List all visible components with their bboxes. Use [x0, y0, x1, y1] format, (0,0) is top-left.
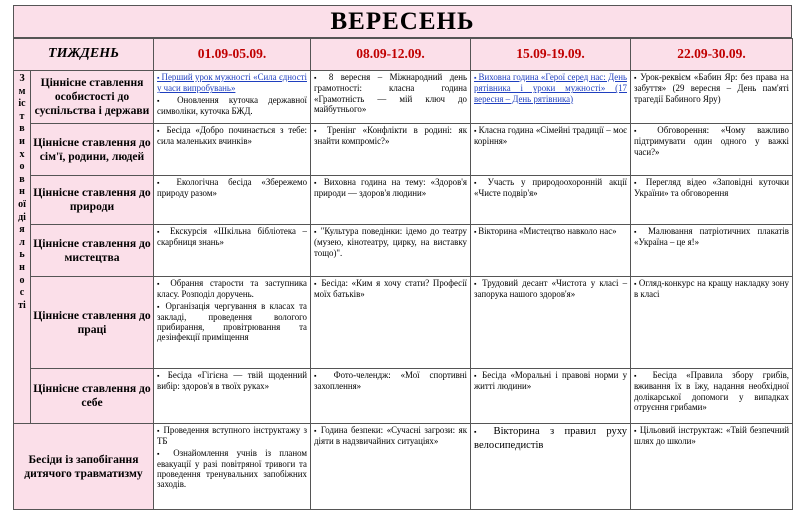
category-society: Ціннісне ставлення особистості до суспільства і держави: [31, 71, 154, 124]
cell-self-w3: [471, 369, 631, 424]
activity-item: ▪ Екологічна бесіда «Збережемо природу разом»: [157, 177, 307, 199]
activity-item: ▪ Екскурсія «Шкільна бібліотека – скарбниця знань»: [157, 226, 307, 248]
activity-item: ▪ Вікторина «Мистецтво навколо нас»: [474, 226, 627, 237]
plan-table: [13, 38, 793, 510]
category-art: Ціннісне ставлення до мистецтва: [31, 225, 154, 277]
row-work: [14, 277, 793, 369]
activity-item: ▪ Бесіда «Добро починається з тебе: сила маленьких вчинків»: [157, 125, 307, 147]
activity-item: ▪ Бесіда «Моральні і правові норми у житті людини»: [474, 370, 627, 392]
row-society: [14, 71, 793, 124]
cell-society-w2: [311, 71, 471, 124]
link-item[interactable]: ▪ Виховна година «Герої серед нас: День рятівника і уроки мужності» (17 вересня – День рятівника): [474, 72, 627, 104]
activity-item: ▪ Малювання патріотичних плакатів «Україна – це я!»: [634, 226, 789, 248]
week-2-date: 08.09-12.09.: [356, 45, 425, 61]
cell-nature-w3: [471, 176, 631, 225]
week-4-header: [631, 39, 793, 71]
activity-item: ▪ Бесіда «Правила збору грибів, вживання їх в їжу, надання необхідної долікарської допомоги у випадках отруєння грибами»: [634, 370, 789, 412]
cell-nature-w4: [631, 176, 793, 225]
activity-item: ▪ Бесіда: «Ким я хочу стати? Професії моїх батьків»: [314, 278, 467, 300]
week-4-date: 22.09-30.09.: [677, 45, 746, 61]
activity-item: ▪ Година безпеки: «Сучасні загрози: як діяти в надзвичайних ситуаціях»: [314, 425, 467, 447]
cell-work-w3: [471, 277, 631, 369]
activity-item: ▪ Фото-челендж: «Мої спортивні захоплення»: [314, 370, 467, 392]
week-3-date: 15.09-19.09.: [516, 45, 585, 61]
activity-item: ▪ Перегляд відео «Заповідні куточки України» та обговорення: [634, 177, 789, 199]
cell-society-w1: [154, 71, 311, 124]
week-1-date: 01.09-05.09.: [197, 45, 267, 61]
cell-art-w1: [154, 225, 311, 277]
cell-injury-w1: [154, 424, 311, 510]
row-family: [14, 124, 793, 176]
activity-item: ▪ Огляд-конкурс на кращу накладку зону в класі: [634, 278, 789, 300]
row-art: [14, 225, 793, 277]
cell-work-w2: [311, 277, 471, 369]
activity-item: ▪ Класна година «Сімейні традиції – моє коріння»: [474, 125, 627, 147]
cell-self-w1: [154, 369, 311, 424]
activity-item: ▪ Обговорення: «Чому важливо підтримувати один одного у важкі часи?»: [634, 125, 789, 157]
cell-injury-w4: [631, 424, 793, 510]
cell-self-w4: [631, 369, 793, 424]
month-title-bar: [13, 5, 792, 38]
cell-society-w4: [631, 71, 793, 124]
week-2-header: [311, 39, 471, 71]
cell-art-w3: [471, 225, 631, 277]
row-injury-prevention: [14, 424, 793, 510]
activity-item: ▪ Проведення вступного інструктажу з ТБ: [157, 425, 307, 447]
plan-sheet: [13, 5, 792, 510]
week-label: ТИЖДЕНЬ: [48, 46, 119, 62]
cell-nature-w2: [311, 176, 471, 225]
cell-art-w2: [311, 225, 471, 277]
week-3-header: [471, 39, 631, 71]
activity-item: ▪ Бесіда «Гігієна — твій щоденний вибір: здоров'я в твоїх руках»: [157, 370, 307, 392]
activity-item: ▪ 8 вересня – Міжнародний день грамотності: класна година «Грамотність — мій ключ до майбутнього»: [314, 72, 467, 114]
activity-item: ▪ Оновлення куточка державної символіки, куточка БЖД.: [157, 95, 307, 117]
activity-item: ▪ Тренінг «Конфлікти в родині: як знайти компроміс?»: [314, 125, 467, 147]
activity-item: ▪ "Культура поведінки: ідемо до театру (музею, кінотеатру, цирку, на виставку тощо)".: [314, 226, 467, 258]
header-row: [14, 39, 793, 71]
cell-injury-w3: [471, 424, 631, 510]
cell-family-w2: [311, 124, 471, 176]
cell-self-w2: [311, 369, 471, 424]
category-nature: Ціннісне ставлення до природи: [31, 176, 154, 225]
row-self: [14, 369, 793, 424]
category-work: Ціннісне ставлення до праці: [31, 277, 154, 369]
activity-item: ▪ Обрання старости та заступника класу. Розподіл доручень.: [157, 278, 307, 300]
cell-family-w1: [154, 124, 311, 176]
cell-society-w3: [471, 71, 631, 124]
cell-family-w3: [471, 124, 631, 176]
activity-item: ▪ Організація чергування в класах та закладі, проведення вологого прибирання, провітрювання та дезінфекції приміщення: [157, 301, 307, 343]
cell-work-w1: [154, 277, 311, 369]
activity-item: ▪ Урок-реквієм «Бабин Яр: без права на забуття» (29 вересня – День пам'яті трагедії Бабиного Яру): [634, 72, 789, 104]
week-header-cell: [14, 39, 154, 71]
cell-family-w4: [631, 124, 793, 176]
link-item[interactable]: ▪ Перший урок мужності «Сила єдності у часи випробувань»: [157, 72, 307, 94]
activity-item: ▪ Цільовий інструктаж: «Твій безпечний шлях до школи»: [634, 425, 789, 447]
month-title: ВЕРЕСЕНЬ: [330, 7, 475, 35]
category-family: Ціннісне ставлення до сім'ї, родини, людей: [31, 124, 154, 176]
cell-art-w4: [631, 225, 793, 277]
cell-work-w4: [631, 277, 793, 369]
category-self: Ціннісне ставлення до себе: [31, 369, 154, 424]
cell-injury-w2: [311, 424, 471, 510]
category-injury-prevention: Бесіди із запобігання дитячого травматизму: [14, 424, 154, 510]
week-1-header: [154, 39, 311, 71]
activity-item: ▪ Трудовий десант «Чистота у класі – запорука нашого здоров'я»: [474, 278, 627, 300]
side-label: Зміст виховної діяльності: [18, 73, 26, 311]
activity-item: ▪ Участь у природоохоронній акції «Чисте подвір'я»: [474, 177, 627, 199]
activity-item: ▪ Ознайомлення учнів із планом евакуації у разі повітряної тривоги та проведення тренувальних запобіжних заходів.: [157, 448, 307, 490]
row-nature: [14, 176, 793, 225]
side-label-cell: [14, 71, 31, 424]
activity-item: ▪ Виховна година на тему: «Здоров'я природи — здоров'я людини»: [314, 177, 467, 199]
cell-nature-w1: [154, 176, 311, 225]
activity-item: ▪ Вікторина з правил руху велосипедистів: [474, 425, 627, 452]
